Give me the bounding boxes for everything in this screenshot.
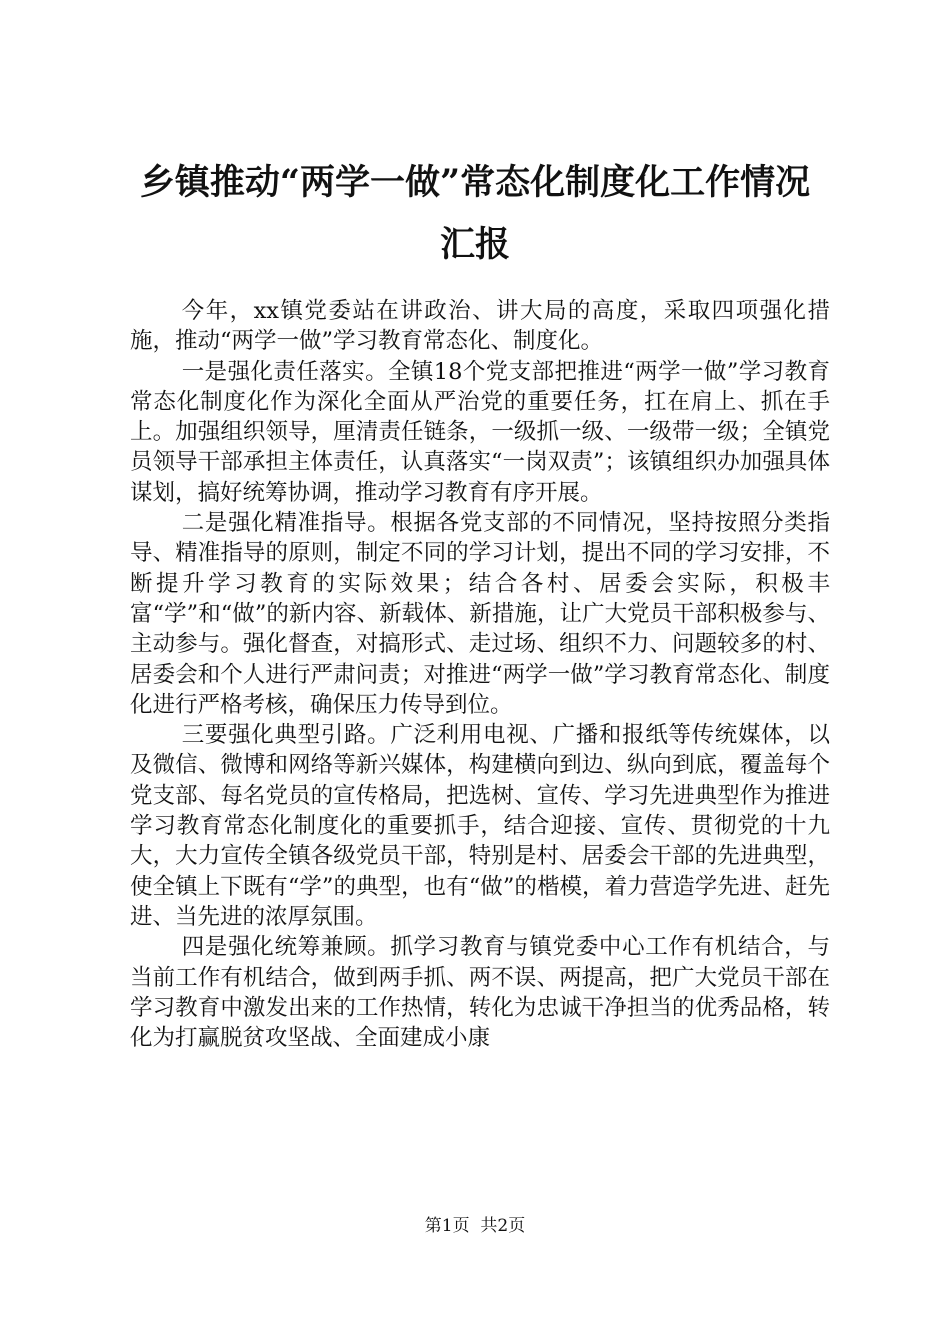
- paragraph-role-models: 三要强化典型引路。广泛利用电视、广播和报纸等传统媒体，以及微信、微博和网络等新兴媒体，构建横向到边、纵向到底，覆盖每个党支部、每名党员的宣传格局，把选树、宣传、学习先进典型作为推进学习教育常态化制度化的重要抓手，结合迎接、宣传、贯彻党的十九大，大力宣传全镇各级党员干部，特别是村、居委会干部的先进典型，使全镇上下既有“学”的典型，也有“做”的楷模，着力营造学先进、赶先进、当先进的浓厚氛围。: [130, 722, 830, 930]
- document-title-line-1: 乡镇推动“两学一做”常态化制度化工作情况: [139, 162, 811, 203]
- paragraph-responsibility: 一是强化责任落实。全镇18个党支部把推进“两学一做”学习教育常态化制度化作为深化全面从严治党的重要任务，扛在肩上、抓在手上。加强组织领导，厘清责任链条，一级抓一级、一级带一级；全镇党员领导干部承担主体责任，认真落实“一岗双责”；该镇组织办加强具体谋划，搞好统筹协调，推动学习教育有序开展。: [130, 358, 830, 506]
- paragraph-coordination: 四是强化统筹兼顾。抓学习教育与镇党委中心工作有机结合，与当前工作有机结合，做到两手抓、两不误、两提高，把广大党员干部在学习教育中激发出来的工作热情，转化为忠诚干净担当的优秀品格，转化为打赢脱贫攻坚战、全面建成小康: [130, 934, 830, 1052]
- document-title-line-2: 汇报: [439, 224, 510, 265]
- paragraph-guidance: 二是强化精准指导。根据各党支部的不同情况，坚持按照分类指导、精准指导的原则，制定不同的学习计划，提出不同的学习安排，不断提升学习教育的实际效果；结合各村、居委会实际，积极丰富“学”和“做”的新内容、新载体、新措施，让广大党员干部积极参与、主动参与。强化督查，对搞形式、走过场、组织不力、问题较多的村、居委会和个人进行严肃问责；对推进“两学一做”学习教育常态化、制度化进行严格考核，确保压力传导到位。: [130, 510, 830, 718]
- document-body: [130, 296, 830, 1053]
- page-number-footer: 第1页 共2页: [424, 1216, 526, 1236]
- paragraph-intro: 今年，xx镇党委站在讲政治、讲大局的高度，采取四项强化措施，推动“两学一做”学习教育常态化、制度化。: [130, 298, 830, 355]
